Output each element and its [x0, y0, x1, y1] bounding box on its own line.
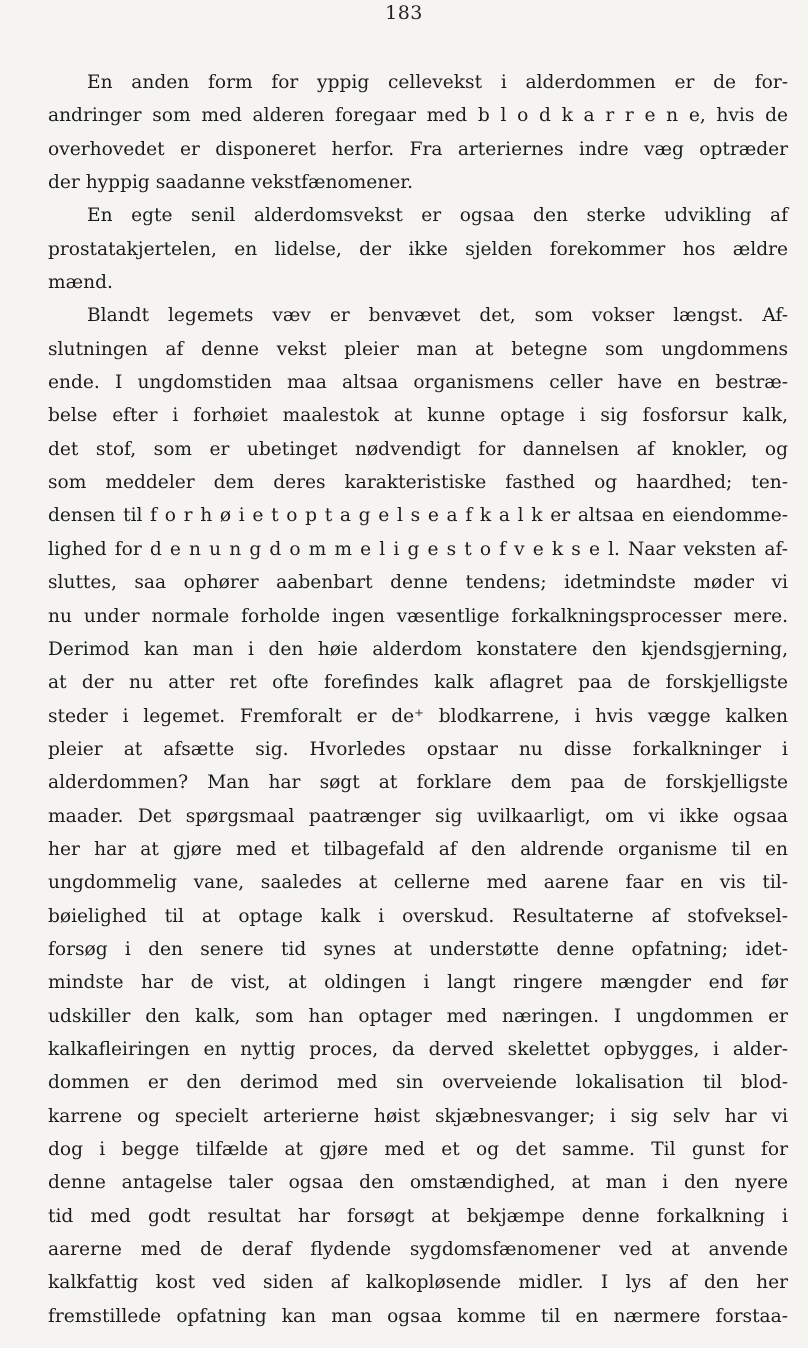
text-line: steder i legemet. Fremforalt er de⁺ blodkarrene, i hvis vægge kalken: [48, 705, 788, 727]
text-line: alderdommen? Man har søgt at forklare dem paa de forskjelligste: [48, 772, 788, 794]
paragraph-1: [48, 66, 788, 199]
text-line: belse efter i forhøiet maalestok at kunne optage i sig fosforsur kalk,: [48, 405, 788, 427]
text-line: nu under normale forholde ingen væsentlige forkalkningsprocesser mere.: [48, 605, 788, 627]
text-line: ungdommelig vane, saaledes at cellerne med aarene faar en vis til-: [48, 872, 788, 894]
text-line: Blandt legemets væv er benvævet det, som vokser længst. Af-: [87, 305, 788, 327]
body-text: [48, 66, 788, 1333]
text-line: denne antagelse taler ogsaa den omstændighed, at man i den nyere: [48, 1172, 788, 1194]
text-line: der hyppig saadanne vekstfænomener.: [48, 172, 414, 194]
paragraph-2: [48, 199, 788, 299]
text-line: densen til f o r h ø i e t o p t a g e l s e a f k a l k er altsaa en eiendomme-: [48, 505, 788, 527]
text-line: lighed for d e n u n g d o m m e l i g e s t o f v e k s e l. Naar veksten af-: [48, 538, 788, 560]
text-line: pleier at afsætte sig. Hvorledes opstaar nu disse forkalkninger i: [48, 738, 788, 760]
text-line: tid med godt resultat har forsøgt at bekjæmpe denne forkalkning i: [48, 1205, 788, 1227]
text-line: som meddeler dem deres karakteristiske fasthed og haardhed; ten-: [48, 472, 788, 494]
text-line: kalkfattig kost ved siden af kalkopløsende midler. I lys af den her: [48, 1272, 788, 1294]
text-line: dog i begge tilfælde at gjøre med et og det samme. Til gunst for: [48, 1139, 788, 1160]
text-line: karrene og specielt arterierne høist skjæbnesvanger; i sig selv har vi: [48, 1105, 788, 1127]
text-line: andringer som med alderen foregaar med b l o d k a r r e n e, hvis de: [48, 105, 788, 127]
text-line: mindste har de vist, at oldingen i langt ringere mængder end før: [48, 972, 788, 994]
text-line: aarerne med de deraf flydende sygdomsfænomener ved at anvende: [48, 1239, 788, 1261]
text-line: dommen er den derimod med sin overveiende lokalisation til blod-: [48, 1072, 788, 1094]
text-line: kalkafleiringen en nyttig proces, da derved skelettet opbygges, i alder-: [48, 1038, 788, 1060]
text-line: sluttes, saa ophører aabenbart denne tendens; idetmindste møder vi: [48, 572, 788, 594]
text-line: fremstillede opfatning kan man ogsaa komme til en nærmere forstaa-: [48, 1305, 788, 1327]
text-line: det stof, som er ubetinget nødvendigt for dannelsen af knokler, og: [48, 438, 788, 460]
text-line: bøielighed til at optage kalk i overskud. Resultaterne af stofveksel-: [48, 905, 788, 927]
text-line: En egte senil alderdomsvekst er ogsaa den sterke udvikling af: [87, 205, 788, 227]
text-line: her har at gjøre med et tilbagefald af den aldrende organisme til en: [48, 838, 788, 860]
text-line: prostatakjertelen, en lidelse, der ikke sjelden forekommer hos ældre: [48, 238, 788, 260]
page-number: 183: [385, 2, 423, 24]
text-line: Derimod kan man i den høie alderdom konstatere den kjendsgjerning,: [48, 638, 788, 660]
text-line: ende. I ungdomstiden maa altsaa organismens celler have en bestræ-: [48, 372, 788, 394]
text-line: overhovedet er disponeret herfor. Fra arteriernes indre væg optræder: [48, 138, 788, 160]
text-line: udskiller den kalk, som han optager med næringen. I ungdommen er: [48, 1005, 788, 1027]
text-line: slutningen af denne vekst pleier man at betegne som ungdommens: [48, 338, 788, 360]
text-line: maader. Det spørgsmaal paatrænger sig uvilkaarligt, om vi ikke ogsaa: [48, 805, 788, 827]
text-line: forsøg i den senere tid synes at understøtte denne opfatning; idet-: [48, 938, 788, 960]
paragraph-3: [48, 299, 788, 1333]
text-line: En anden form for yppig cellevekst i alderdommen er de for-: [87, 72, 788, 93]
text-line: mænd.: [48, 272, 113, 294]
text-line: at der nu atter ret ofte forefindes kalk aflagret paa de forskjelligste: [48, 672, 788, 694]
